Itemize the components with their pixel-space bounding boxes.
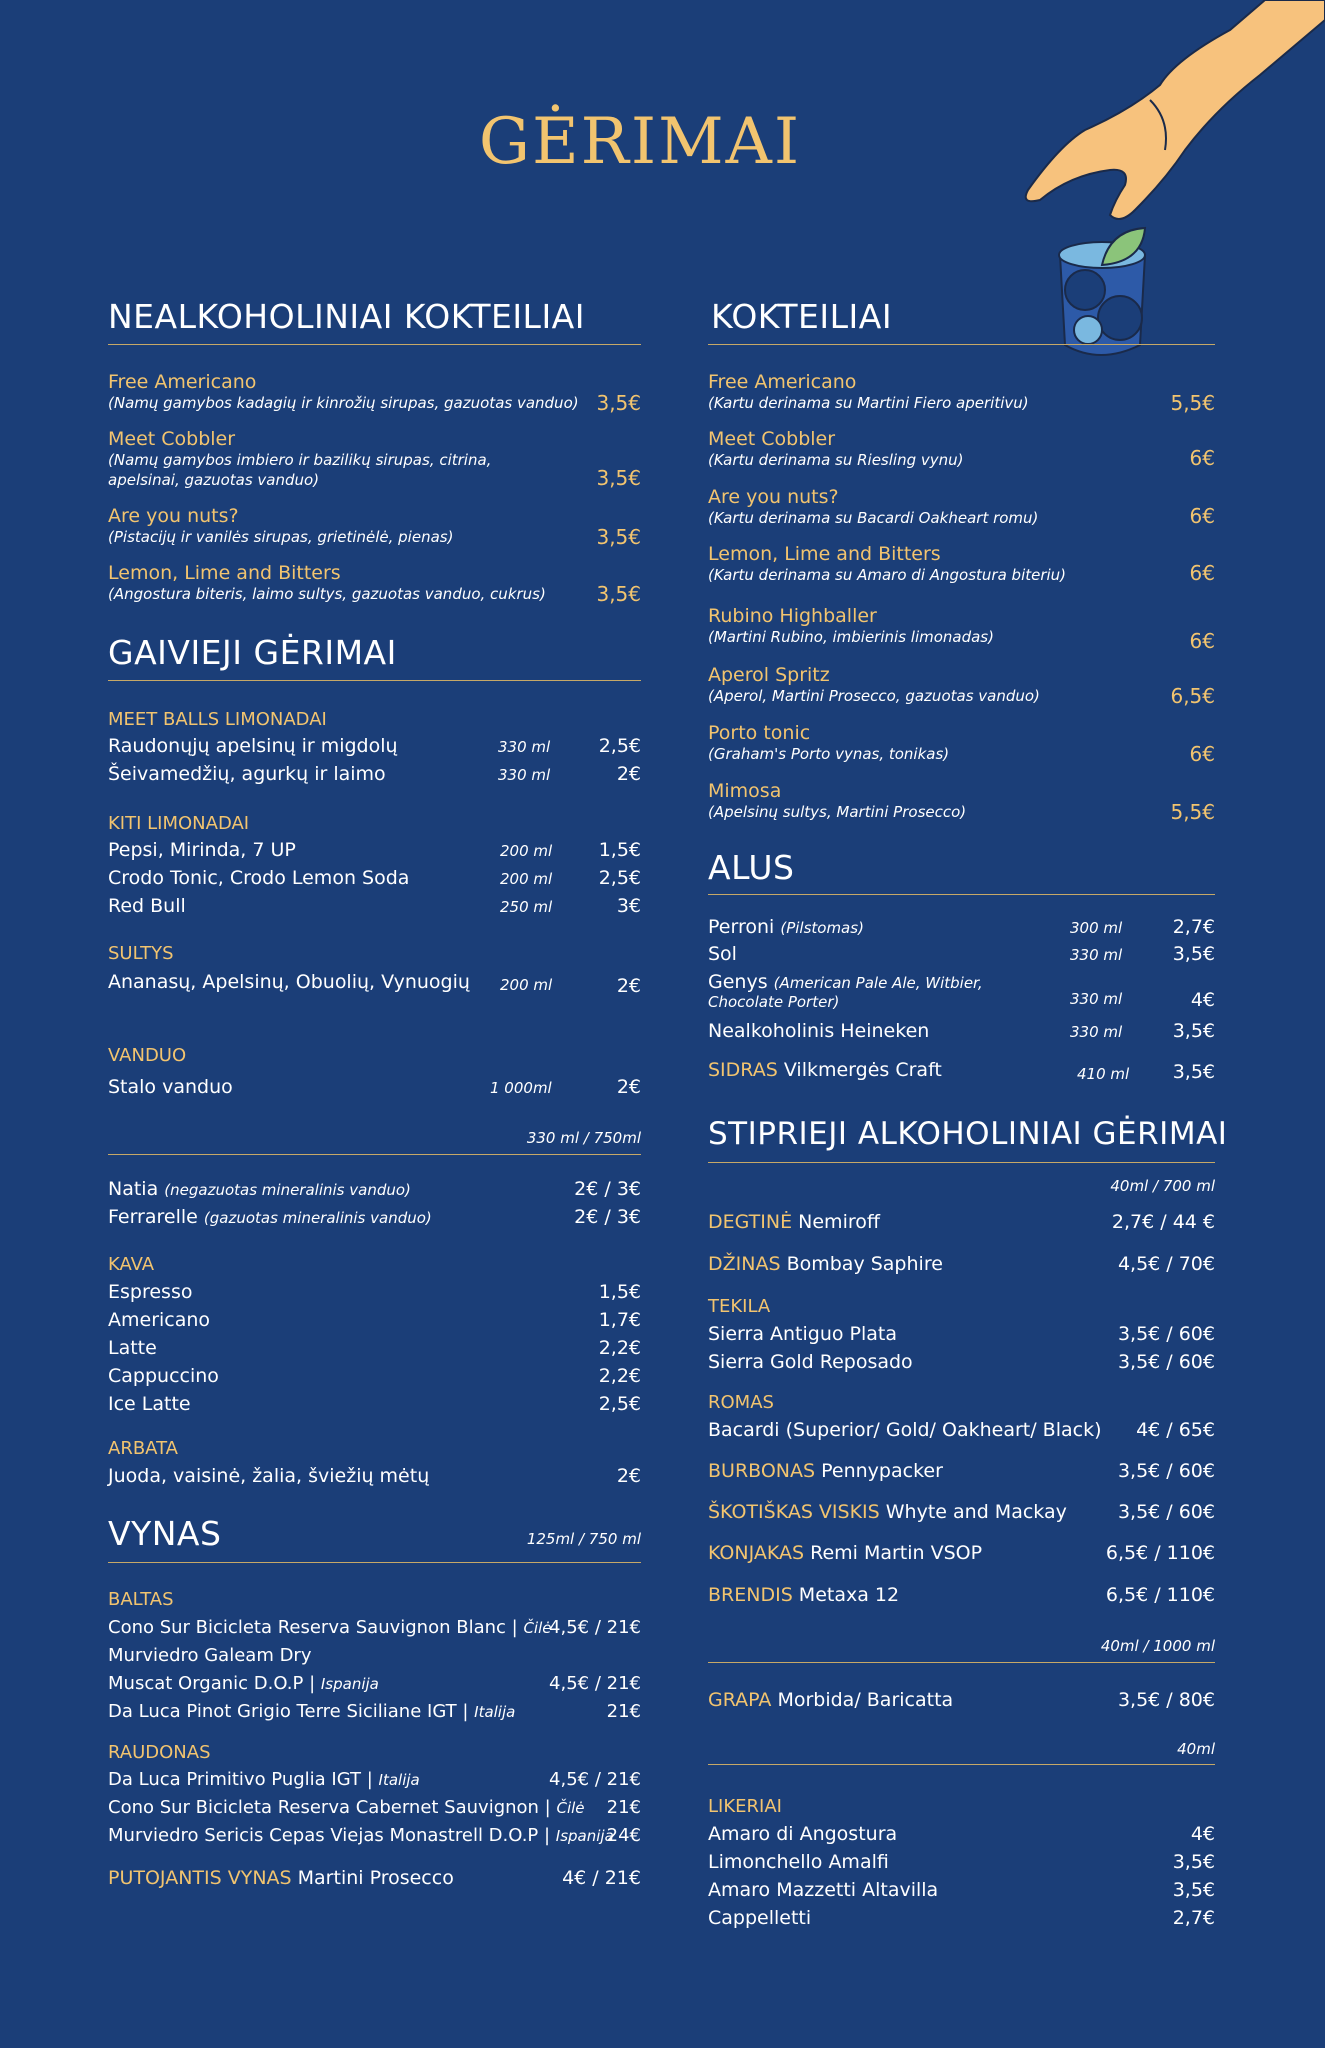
- cocktail-item: [108, 562, 641, 604]
- item-price: 6,5€ / 110€: [1105, 1542, 1215, 1564]
- item-volume: 200 ml: [500, 842, 553, 860]
- item-name: Cappelletti: [708, 1907, 812, 1929]
- item-price: 3€: [616, 895, 641, 917]
- item-name: Aperol Spritz: [708, 664, 830, 686]
- item-price: 4,5€ / 70€: [1117, 1253, 1215, 1275]
- item-name: Pennypacker: [821, 1460, 943, 1482]
- item-name: Sierra Antiguo Plata: [708, 1323, 898, 1345]
- menu-row: [108, 1645, 641, 1671]
- item-name: Nemiroff: [798, 1211, 880, 1233]
- item-price: 21€: [606, 1797, 641, 1818]
- item-name: Murviedro Galeam Dry: [108, 1645, 312, 1666]
- vynas-section: [108, 1514, 641, 1553]
- item-desc: (Kartu derinama su Martini Fiero aperitivu): [708, 394, 1029, 412]
- item-price: 2,2€: [598, 1337, 641, 1359]
- cocktail-item: [708, 780, 1215, 822]
- volume-note: 330 ml / 750ml: [526, 1129, 641, 1147]
- menu-row: [108, 1337, 641, 1363]
- item-price: 4,5€ / 21€: [549, 1673, 641, 1694]
- item-name: Bombay Saphire: [786, 1253, 943, 1275]
- item-price: 4€: [1190, 1823, 1215, 1845]
- menu-row: [108, 1769, 641, 1795]
- item-name: Metaxa 12: [798, 1584, 900, 1606]
- item-name: Da Luca Primitivo Puglia IGT |: [108, 1769, 379, 1790]
- item-name: Free Americano: [108, 371, 257, 393]
- item-price: 4€ / 65€: [1136, 1419, 1215, 1441]
- item-name: Amaro Mazzetti Altavilla: [708, 1879, 939, 1901]
- item-price: 3,5€: [596, 391, 641, 415]
- subsection-title: BALTAS: [108, 1589, 174, 1610]
- item-price: 6,5€: [1170, 684, 1215, 708]
- item-category: GRAPA: [708, 1689, 772, 1711]
- item-price: 3,5€: [1172, 1851, 1215, 1873]
- subsection-title: VANDUO: [108, 1045, 187, 1066]
- item-name: Da Luca Pinot Grigio Terre Siciliane IGT |: [108, 1701, 475, 1722]
- item-category: ŠKOTIŠKAS VISKIS: [708, 1501, 880, 1523]
- item-price: 2,7€ / 44 €: [1111, 1211, 1215, 1233]
- subsection-title: KITI LIMONADAI: [108, 813, 250, 834]
- menu-row: [108, 895, 641, 921]
- item-price: 2€: [616, 975, 641, 997]
- cocktail-item: [708, 664, 1215, 706]
- item-name: Red Bull: [108, 895, 186, 917]
- item-origin: Čilė: [556, 1799, 585, 1817]
- menu-row: [108, 1465, 641, 1491]
- item-name: Raudonųjų apelsinų ir migdolų: [108, 735, 398, 757]
- item-volume: 330 ml: [498, 766, 551, 784]
- divider: [708, 1662, 1215, 1663]
- menu-row: [708, 1584, 1215, 1610]
- item-name: Remi Martin VSOP: [810, 1542, 983, 1564]
- menu-row: [108, 735, 641, 761]
- item-name: Stalo vanduo: [108, 1076, 233, 1098]
- item-desc: (Namų gamybos imbiero ir bazilikų sirupas, citrina, apelsinai, gazuotas vanduo): [108, 451, 492, 489]
- item-volume: 1 000ml: [490, 1079, 552, 1097]
- volume-note: 40ml / 1000 ml: [1100, 1637, 1215, 1655]
- item-price: 1,7€: [598, 1309, 641, 1331]
- item-name: Espresso: [108, 1281, 193, 1303]
- item-price: 3,5€: [1172, 1020, 1215, 1042]
- menu-row: [108, 1867, 641, 1893]
- divider: [708, 1162, 1215, 1163]
- item-name: Free Americano: [708, 371, 857, 393]
- item-category: BURBONAS: [708, 1460, 816, 1482]
- gaivieji-section: [108, 633, 641, 672]
- item-price: 3,5€ / 60€: [1117, 1323, 1215, 1345]
- item-name: Crodo Tonic, Crodo Lemon Soda: [108, 867, 410, 889]
- item-category: BRENDIS: [708, 1584, 793, 1606]
- item-price: 3,5€ / 60€: [1117, 1351, 1215, 1373]
- item-price: 3,5€ / 60€: [1117, 1501, 1215, 1523]
- item-name: Americano: [108, 1309, 211, 1331]
- subsection-title: SULTYS: [108, 943, 174, 964]
- item-desc: (Pistacijų ir vanilės sirupas, grietinėlė, pienas): [108, 528, 454, 546]
- menu-row: [108, 1365, 641, 1391]
- item-origin: Čilė: [523, 1619, 552, 1637]
- item-price: 5,5€: [1170, 800, 1215, 824]
- item-note: (gazuotas mineralinis vanduo): [203, 1209, 432, 1227]
- item-name: Šeivamedžių, agurkų ir laimo: [108, 763, 386, 785]
- menu-row: [108, 1309, 641, 1335]
- item-volume: 330 ml: [498, 738, 551, 756]
- right-column: [708, 0, 1228, 2048]
- item-name: Cono Sur Bicicleta Reserva Cabernet Sauvignon |: [108, 1797, 557, 1818]
- menu-row: [108, 1825, 641, 1851]
- alus-section: [708, 848, 1215, 887]
- item-name: Meet Cobbler: [108, 428, 236, 450]
- cocktail-item: [708, 722, 1215, 764]
- item-category: KONJAKAS: [708, 1542, 805, 1564]
- nealk-section: [108, 297, 641, 336]
- divider: [108, 1562, 641, 1563]
- item-price: 6,5€ / 110€: [1105, 1584, 1215, 1606]
- menu-row: [708, 943, 1215, 969]
- item-price: 3,5€: [1172, 943, 1215, 965]
- menu-row: [708, 1460, 1215, 1486]
- volume-note: 40ml: [1177, 1740, 1215, 1758]
- item-name: Ice Latte: [108, 1393, 191, 1415]
- menu-row: [708, 916, 1215, 942]
- item-desc: (Kartu derinama su Bacardi Oakheart romu): [708, 509, 1039, 527]
- cocktail-item: [708, 486, 1215, 528]
- menu-row: [708, 1211, 1215, 1237]
- divider: [108, 680, 641, 681]
- section-heading: VYNAS: [108, 1514, 222, 1553]
- item-price: 1,5€: [598, 839, 641, 861]
- section-heading: GAIVIEJI GĖRIMAI: [108, 633, 397, 672]
- menu-row: [108, 1178, 641, 1204]
- item-price: 2,7€: [1172, 1907, 1215, 1929]
- item-category: DŽINAS: [708, 1253, 781, 1275]
- menu-row: [108, 1617, 641, 1643]
- item-name: Martini Prosecco: [297, 1867, 454, 1889]
- item-volume: 410 ml: [1077, 1065, 1130, 1083]
- item-price: 2,5€: [598, 735, 641, 757]
- menu-row: [708, 1689, 1215, 1715]
- item-price: 2,2€: [598, 1365, 641, 1387]
- menu-row: [708, 1059, 1215, 1085]
- item-note: (negazuotas mineralinis vanduo): [164, 1181, 411, 1199]
- item-price: 4,5€ / 21€: [549, 1617, 641, 1638]
- item-price: 21€: [606, 1701, 641, 1722]
- item-name: Cono Sur Bicicleta Reserva Sauvignon Blanc |: [108, 1617, 524, 1638]
- item-price: 2,7€: [1172, 916, 1215, 938]
- item-name: Lemon, Lime and Bitters: [108, 562, 341, 584]
- item-category: PUTOJANTIS VYNAS: [108, 1867, 292, 1889]
- page-title: GĖRIMAI: [478, 105, 802, 179]
- menu-row: [708, 1542, 1215, 1568]
- menu-row: [108, 1673, 641, 1699]
- item-price: 3,5€: [1172, 1879, 1215, 1901]
- menu-row: [108, 1393, 641, 1419]
- item-name: Porto tonic: [708, 722, 811, 744]
- subsection-title: LIKERIAI: [708, 1796, 782, 1817]
- item-price: 6€: [1189, 629, 1215, 653]
- item-desc: (Kartu derinama su Riesling vynu): [708, 451, 964, 469]
- item-volume: 200 ml: [500, 976, 553, 994]
- menu-row: [108, 1206, 641, 1232]
- item-price: 4,5€ / 21€: [549, 1769, 641, 1790]
- divider: [708, 894, 1215, 895]
- item-name: Latte: [108, 1337, 157, 1359]
- item-price: 6€: [1189, 742, 1215, 766]
- menu-row: [108, 1797, 641, 1823]
- item-desc: (Namų gamybos kadagių ir kinrožių sirupas, gazuotas vanduo): [108, 394, 579, 412]
- section-heading: ALUS: [708, 848, 795, 887]
- item-price: 2€: [616, 1076, 641, 1098]
- volume-note: 40ml / 700 ml: [1110, 1177, 1215, 1195]
- divider: [708, 1764, 1215, 1765]
- item-name: Ferrarelle: [108, 1206, 198, 1228]
- item-name: Perroni: [708, 916, 775, 938]
- item-desc: (Aperol, Martini Prosecco, gazuotas vanduo): [708, 687, 1040, 705]
- item-volume: 330 ml: [1070, 1023, 1123, 1041]
- cocktail-item: [108, 505, 641, 547]
- menu-row: [708, 1879, 1215, 1905]
- item-name: Amaro di Angostura: [708, 1823, 898, 1845]
- item-name: Are you nuts?: [108, 505, 239, 527]
- subsection-title: MEET BALLS LIMONADAI: [108, 709, 327, 730]
- menu-row: [708, 1907, 1215, 1933]
- item-note: (American Pale Ale, Witbier,: [773, 974, 983, 992]
- item-price: 2€ / 3€: [574, 1206, 641, 1228]
- item-price: 5,5€: [1170, 391, 1215, 415]
- menu-row: [108, 763, 641, 789]
- cocktail-item: [708, 605, 1215, 653]
- item-origin: Ispanija: [555, 1827, 614, 1845]
- item-name: Juoda, vaisinė, žalia, šviežių mėtų: [108, 1465, 430, 1487]
- item-volume: 330 ml: [1070, 946, 1123, 964]
- item-name: Rubino Highballer: [708, 605, 877, 627]
- item-name: Sierra Gold Reposado: [708, 1351, 913, 1373]
- item-desc: (Martini Rubino, imbierinis limonadas): [708, 628, 994, 646]
- subsection-title: TEKILA: [708, 1296, 771, 1317]
- item-name: Muscat Organic D.O.P |: [108, 1673, 321, 1694]
- left-column: [108, 0, 641, 2048]
- item-price: 3,5€: [596, 582, 641, 606]
- item-origin: Ispanija: [320, 1675, 379, 1693]
- cocktail-item: [708, 371, 1215, 413]
- item-price: 6€: [1189, 446, 1215, 470]
- item-price: 2€: [616, 763, 641, 785]
- subsection-title: ARBATA: [108, 1438, 178, 1459]
- menu-row: [108, 1076, 641, 1102]
- item-desc: (Kartu derinama su Amaro di Angostura biteriu): [708, 566, 1067, 584]
- divider: [108, 344, 641, 345]
- item-price: 24€: [606, 1825, 641, 1846]
- item-category: SIDRAS: [708, 1059, 778, 1081]
- item-price: 3,5€ / 60€: [1117, 1460, 1215, 1482]
- item-desc: (Graham's Porto vynas, tonikas): [708, 745, 950, 763]
- item-price: 4€ / 21€: [562, 1867, 641, 1889]
- item-name: Are you nuts?: [708, 486, 839, 508]
- item-name: Cappuccino: [108, 1365, 219, 1387]
- item-price: 2€ / 3€: [574, 1178, 641, 1200]
- item-name: Genys: [708, 971, 768, 993]
- item-desc: (Angostura biteris, laimo sultys, gazuotas vanduo, cukrus): [108, 585, 546, 603]
- item-price: 3,5€ / 80€: [1117, 1689, 1215, 1711]
- item-origin: Italija: [474, 1703, 516, 1721]
- item-name: Lemon, Lime and Bitters: [708, 543, 941, 565]
- section-heading: NEALKOHOLINIAI KOKTEILIAI: [108, 297, 585, 336]
- item-desc: (Apelsinų sultys, Martini Prosecco): [708, 803, 967, 821]
- cocktail-item: [708, 428, 1215, 470]
- item-price: 6€: [1189, 504, 1215, 528]
- menu-row: [108, 867, 641, 893]
- item-name: Vilkmergės Craft: [783, 1059, 942, 1081]
- item-price: 6€: [1189, 561, 1215, 585]
- menu-row: [108, 971, 641, 997]
- subsection-title: RAUDONAS: [108, 1742, 211, 1763]
- menu-row: [708, 1253, 1215, 1279]
- item-price: 3,5€: [596, 525, 641, 549]
- item-name: Pepsi, Mirinda, 7 UP: [108, 839, 296, 861]
- cocktail-item: [108, 428, 641, 490]
- item-price: 4€: [1190, 989, 1215, 1011]
- menu-row: [708, 1351, 1215, 1377]
- item-category: DEGTINĖ: [708, 1211, 793, 1233]
- item-volume: 200 ml: [500, 870, 553, 888]
- item-name: Limonchello Amalfi: [708, 1851, 889, 1873]
- divider: [108, 1154, 641, 1155]
- menu-row: [708, 1020, 1215, 1046]
- item-name: Murviedro Sericis Cepas Viejas Monastrell D.O.P |: [108, 1825, 556, 1846]
- menu-row: [108, 1701, 641, 1727]
- cocktail-item: [708, 543, 1215, 585]
- subsection-title: ROMAS: [708, 1392, 774, 1413]
- menu-row: [708, 971, 1215, 1017]
- item-price: 2€: [616, 1465, 641, 1487]
- menu-row: [708, 1851, 1215, 1877]
- cocktail-item: [108, 371, 641, 413]
- volume-note: 125ml / 750 ml: [526, 1530, 641, 1548]
- item-price: 3,5€: [596, 466, 641, 490]
- item-name: Mimosa: [708, 780, 782, 802]
- menu-row: [108, 1281, 641, 1307]
- item-volume: 250 ml: [500, 898, 553, 916]
- item-name: Sol: [708, 943, 737, 965]
- item-price: 2,5€: [598, 867, 641, 889]
- menu-row: [708, 1323, 1215, 1349]
- item-volume: 300 ml: [1070, 919, 1123, 937]
- stiprieji-section: [708, 1116, 1228, 1152]
- subsection-title: KAVA: [108, 1254, 155, 1275]
- item-name: Ananasų, Apelsinų, Obuolių, Vynuogių: [108, 971, 470, 993]
- divider: [708, 344, 1215, 345]
- item-price: 3,5€: [1172, 1061, 1215, 1083]
- kokteiliai-section: [708, 297, 1215, 336]
- section-heading: STIPRIEJI ALKOHOLINIAI GĖRIMAI: [708, 1116, 1228, 1152]
- item-note: Chocolate Porter): [708, 993, 840, 1011]
- menu-row: [708, 1501, 1215, 1527]
- item-name: Natia: [108, 1178, 159, 1200]
- item-price: 1,5€: [598, 1281, 641, 1303]
- section-heading: KOKTEILIAI: [711, 297, 893, 336]
- item-price: 2,5€: [598, 1393, 641, 1415]
- item-volume: 330 ml: [1070, 990, 1123, 1008]
- item-name: Morbida/ Baricatta: [777, 1689, 954, 1711]
- item-note: (Pilstomas): [780, 919, 864, 937]
- item-origin: Italija: [378, 1771, 420, 1789]
- item-name: Nealkoholinis Heineken: [708, 1020, 930, 1042]
- menu-row: [708, 1419, 1215, 1445]
- item-name: Whyte and Mackay: [885, 1501, 1067, 1523]
- menu-row: [108, 839, 641, 865]
- menu-row: [708, 1823, 1215, 1849]
- item-name: Bacardi (Superior/ Gold/ Oakheart/ Black): [708, 1419, 1102, 1441]
- item-name: Meet Cobbler: [708, 428, 836, 450]
